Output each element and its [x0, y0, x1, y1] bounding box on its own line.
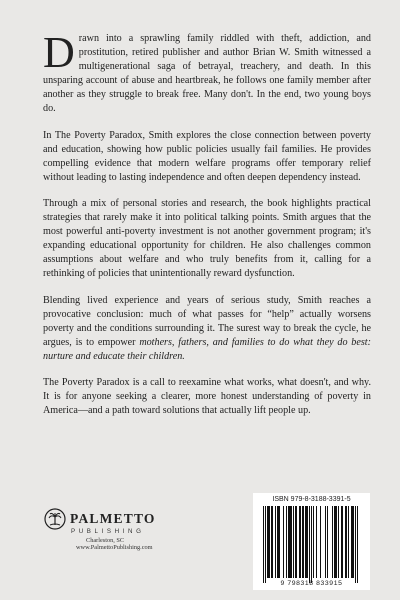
blurb-paragraph-1: [43, 28, 371, 117]
blurb-paragraph-3: [43, 197, 371, 282]
publisher-logo: [44, 508, 184, 530]
barcode-digits: 9 798318 833915: [280, 580, 343, 587]
barcode-bar: [286, 506, 287, 578]
drop-cap: D: [43, 28, 75, 77]
barcode-bar: [278, 506, 279, 578]
barcode-bar: [357, 506, 358, 583]
barcode-bar: [355, 506, 356, 583]
blurb-text: [43, 28, 371, 430]
publisher-subtitle: PUBLISHING: [71, 528, 145, 535]
barcode-bar: [263, 506, 264, 583]
paragraph-text: Through a mix of personal stories and research, the book highlights practical strategies that rarely make it into political talking points. Smith argues that the most powerful anti-poverty investment is not another government program; it's expanding educational opportunity for children. He also challenges common assumptions about welfare and who truly benefits from it, calling for a rethinking of policies that unintentionally reward dysfunction.: [43, 197, 371, 280]
barcode-bar: [288, 506, 289, 578]
paragraph-text: Blending lived experience and years of serious study, Smith reaches a provocative conclusion: much of what passes for “help” actually worsens poverty and the conditions surrounding it. The surest way to break the cycle, he argues, is to empower: [43, 294, 371, 348]
barcode-bar: [293, 506, 294, 578]
barcode-bar: [295, 506, 296, 578]
barcode-bar: [299, 506, 300, 578]
barcode-bar: [279, 506, 280, 578]
blurb-paragraph-4: [43, 294, 371, 364]
paragraph-text: In The Poverty Paradox, Smith explores the close connection between poverty and education, showing how public policies usually fail families. He provides compelling evidence that modern welfare programs offer temporary relief without leading to lasting independence and often deepen dependency instead.: [43, 129, 371, 183]
barcode-bar: [353, 506, 354, 578]
barcode-bar: [305, 506, 306, 578]
publisher-name: PALMETTO: [70, 511, 156, 526]
barcode-bar: [306, 506, 307, 578]
publisher-imprint: [44, 508, 184, 551]
barcode-bar: [302, 506, 303, 578]
barcode-bar: [348, 506, 349, 578]
barcode-bar: [335, 506, 336, 578]
barcode-bar: [296, 506, 297, 578]
barcode-bar: [283, 506, 284, 578]
barcode-bar: [311, 506, 312, 583]
paragraph-text: The Poverty Paradox is a call to reexamine what works, what doesn't, and why. It is for anyone seeking a clearer, more honest understanding of poverty in America—and a path toward solutions that actually lift people up.: [43, 376, 371, 417]
barcode-bar: [341, 506, 342, 578]
barcode-bar: [269, 506, 270, 578]
isbn-label: ISBN 979-8-3188-3391-5: [272, 496, 351, 503]
barcode-bar: [327, 506, 328, 578]
barcode-bar: [267, 506, 268, 578]
barcode-bar: [316, 506, 317, 578]
emphasis-text: mothers, fathers, and families to do what they do best: nurture and educate their children.: [43, 336, 371, 362]
barcode-bar: [313, 506, 314, 578]
blurb-paragraph-5: [43, 376, 371, 418]
barcode-bar: [309, 506, 310, 583]
barcode-bar: [336, 506, 337, 578]
barcode-bar: [290, 506, 291, 578]
barcode-bar: [291, 506, 292, 578]
barcode-bar: [272, 506, 273, 578]
publisher-city: Charleston, SC: [86, 537, 125, 544]
barcode-bar: [325, 506, 326, 578]
barcode-bar: [300, 506, 301, 578]
publisher-url: www.PalmettoPublishing.com: [76, 544, 153, 551]
barcode-bar: [289, 506, 290, 578]
blurb-paragraph-2: [43, 129, 371, 185]
barcode-bar: [351, 506, 352, 578]
barcode-bar: [268, 506, 269, 578]
barcode-bar: [307, 506, 308, 578]
barcode-bar: [345, 506, 346, 578]
barcode-bar: [320, 506, 321, 578]
barcode-bar: [346, 506, 347, 578]
barcode-bar: [338, 506, 339, 578]
barcode-bar: [303, 506, 304, 578]
isbn-barcode: [253, 493, 370, 590]
barcode-bar: [265, 506, 266, 583]
barcode-bar: [271, 506, 272, 578]
barcode-bar: [342, 506, 343, 578]
barcode-bar: [352, 506, 353, 578]
barcode-bar: [334, 506, 335, 578]
barcode-bars: [253, 493, 370, 590]
barcode-bar: [332, 506, 333, 578]
barcode-bar: [277, 506, 278, 578]
barcode-bar: [275, 506, 276, 578]
paragraph-text: rawn into a sprawling family riddled with theft, addiction, and prostitution, retired publisher and author Brian W. Smith witnessed a multigenerational saga of betrayal, treachery, and death. In this unsparing account of abuse and heartbreak, he follows one family member after another as they struggle to break free. Many don't. In the end, two young boys do.: [43, 33, 371, 115]
palmetto-tree-circle-icon: [44, 508, 66, 530]
